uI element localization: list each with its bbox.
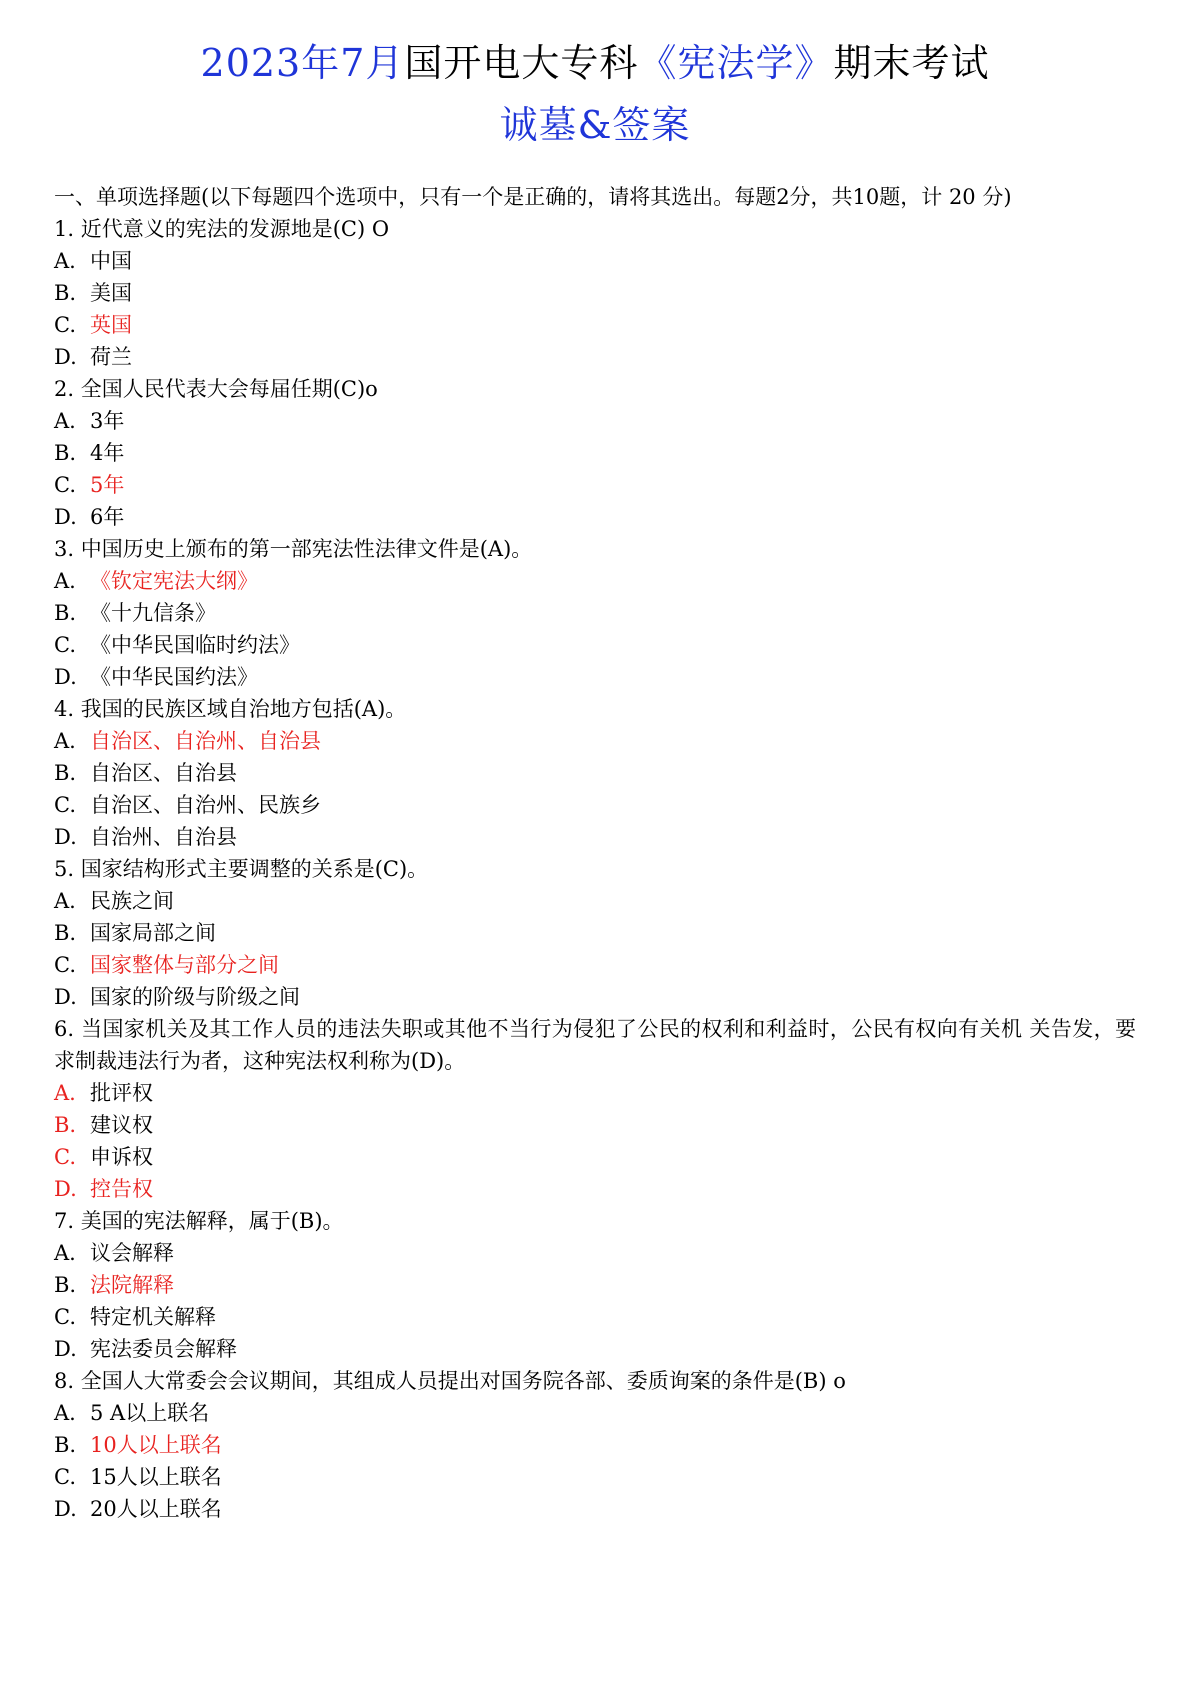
option — [54, 1237, 1136, 1269]
option-text-answer: 法院解释 — [90, 1273, 174, 1297]
option-letter: A. — [54, 889, 76, 913]
option-letter: D. — [54, 505, 77, 529]
question-stem: 2. 全国人民代表大会每届任期(C)o — [54, 377, 378, 401]
option-text: 议会解释 — [90, 1241, 174, 1265]
option-text: 《十九信条》 — [90, 601, 216, 625]
option-letter: B. — [54, 441, 77, 465]
option-text-answer: 10人以上联名 — [90, 1433, 222, 1457]
option-letter: C. — [54, 953, 76, 977]
option — [54, 821, 1136, 853]
option-correct — [54, 949, 1136, 981]
option — [54, 1109, 1136, 1141]
option-text: 4年 — [90, 441, 125, 465]
option-text-answer: 《钦定宪法大纲》 — [90, 569, 258, 593]
option — [54, 1461, 1136, 1493]
option-correct — [54, 309, 1136, 341]
option-letter: B. — [54, 761, 77, 785]
option-text: 荷兰 — [90, 345, 132, 369]
option-correct — [54, 469, 1136, 501]
option-text: 自治区、自治州、民族乡 — [90, 793, 321, 817]
option-letter: A. — [54, 409, 76, 433]
question-stem: 3. 中国历史上颁布的第一部宪法性法律文件是(A)。 — [54, 537, 533, 561]
option-letter: B. — [54, 281, 77, 305]
option-text: 民族之间 — [90, 889, 174, 913]
option-letter: C. — [54, 473, 76, 497]
title-school: 国开电大专科 — [404, 41, 639, 85]
option-text-answer: 控告权 — [90, 1177, 153, 1201]
option-text: 中国 — [90, 249, 132, 273]
option-text-answer: 自治区、自治州、自治县 — [90, 729, 321, 753]
option-letter: A. — [54, 729, 76, 753]
option-text: 建议权 — [90, 1113, 153, 1137]
option-letter: B. — [54, 1113, 77, 1137]
option-text: 自治州、自治县 — [90, 825, 237, 849]
title-exam: 期末考试 — [833, 41, 990, 85]
option — [54, 405, 1136, 437]
option — [54, 789, 1136, 821]
option — [54, 1493, 1136, 1525]
option-letter: A. — [54, 249, 76, 273]
option-text: 美国 — [90, 281, 132, 305]
option-text: 20人以上联名 — [90, 1497, 222, 1521]
option-letter: B. — [54, 1273, 77, 1297]
option — [54, 277, 1136, 309]
option-text-answer: 英国 — [90, 313, 132, 337]
option-letter: D. — [54, 1497, 77, 1521]
option — [54, 661, 1136, 693]
option-correct — [54, 1269, 1136, 1301]
option-letter: B. — [54, 921, 77, 945]
option-letter: D. — [54, 1337, 77, 1361]
option-correct — [54, 565, 1136, 597]
option-text: 特定机关解释 — [90, 1305, 216, 1329]
option-correct — [54, 1173, 1136, 1205]
option-text: 15人以上联名 — [90, 1465, 222, 1489]
option — [54, 1333, 1136, 1365]
option — [54, 245, 1136, 277]
question-stem: 5. 国家结构形式主要调整的关系是(C)。 — [54, 857, 429, 881]
option-letter: C. — [54, 1145, 76, 1169]
option-letter: C. — [54, 1465, 76, 1489]
option-letter: A. — [54, 1081, 76, 1105]
option — [54, 501, 1136, 533]
option-correct — [54, 1429, 1136, 1461]
exam-content — [54, 181, 1136, 1525]
option-text-answer: 5年 — [90, 473, 125, 497]
option-text: 《中华民国约法》 — [90, 665, 258, 689]
option — [54, 885, 1136, 917]
option-letter: B. — [54, 601, 77, 625]
option — [54, 981, 1136, 1013]
question-stem: 8. 全国人大常委会会议期间，其组成人员提出对国务院各部、委质询案的条件是(B) o — [54, 1369, 846, 1393]
option-letter: C. — [54, 633, 76, 657]
option-text: 3年 — [90, 409, 125, 433]
option — [54, 1301, 1136, 1333]
section-heading: 一、单项选择题(以下每题四个选项中，只有一个是正确的，请将其选出。每题2分，共10题，计 20 分) — [54, 185, 1012, 209]
question-stem: 6. 当国家机关及其工作人员的违法失职或其他不当行为侵犯了公民的权利和利益时，公民有权向有关机 关告发，要求制裁违法行为者，这种宪法权利称为(D)。 — [54, 1017, 1136, 1073]
option-text-answer: 国家整体与部分之间 — [90, 953, 279, 977]
document-subtitle: 诚墓&签案 — [499, 103, 691, 147]
option-text: 5 A以上联名 — [90, 1401, 210, 1425]
option — [54, 341, 1136, 373]
option — [54, 437, 1136, 469]
option-text: 国家局部之间 — [90, 921, 216, 945]
option-letter: C. — [54, 313, 76, 337]
option-text: 宪法委员会解释 — [90, 1337, 237, 1361]
option-letter: A. — [54, 569, 76, 593]
document-title — [0, 34, 1190, 92]
option-text: 自治区、自治县 — [90, 761, 237, 785]
option — [54, 1077, 1136, 1109]
title-date: 2023年7月 — [200, 41, 405, 85]
option-letter: A. — [54, 1401, 76, 1425]
option — [54, 757, 1136, 789]
option-letter: D. — [54, 665, 77, 689]
option-letter: D. — [54, 1177, 77, 1201]
option — [54, 1141, 1136, 1173]
question-stem: 7. 美国的宪法解释，属于(B)。 — [54, 1209, 344, 1233]
option — [54, 1397, 1136, 1429]
question-stem: 4. 我国的民族区域自治地方包括(A)。 — [54, 697, 407, 721]
option-text: 6年 — [90, 505, 125, 529]
option-letter: D. — [54, 825, 77, 849]
title-course: 《宪法学》 — [638, 41, 834, 85]
option-letter: C. — [54, 793, 76, 817]
option — [54, 597, 1136, 629]
option-letter: C. — [54, 1305, 76, 1329]
option-text: 申诉权 — [90, 1145, 153, 1169]
option-letter: D. — [54, 985, 77, 1009]
option-text: 《中华民国临时约法》 — [90, 633, 300, 657]
option-letter: D. — [54, 345, 77, 369]
option-correct — [54, 725, 1136, 757]
question-stem: 1. 近代意义的宪法的发源地是(C) O — [54, 217, 390, 241]
option-letter: A. — [54, 1241, 76, 1265]
option-text: 批评权 — [90, 1081, 153, 1105]
option — [54, 629, 1136, 661]
option-text: 国家的阶级与阶级之间 — [90, 985, 300, 1009]
option — [54, 917, 1136, 949]
option-letter: B. — [54, 1433, 77, 1457]
